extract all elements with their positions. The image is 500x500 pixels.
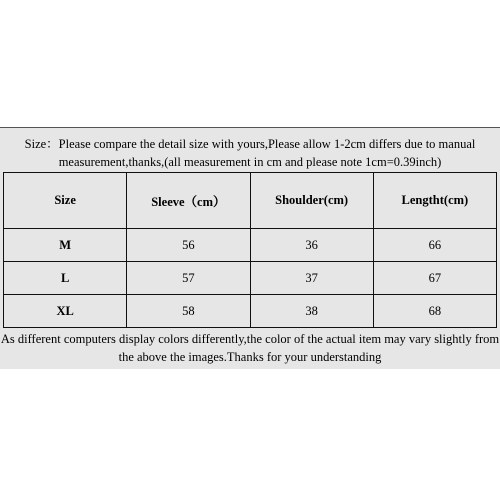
header-length: Lengtht(cm) [373,173,496,229]
size-chart [0,127,500,369]
size-label: M [4,229,127,262]
sleeve-value: 57 [127,262,250,295]
size-table [3,172,497,328]
header-sleeve: Sleeve（cm） [127,173,250,229]
table-row [4,262,497,295]
color-disclaimer: As different computers display colors differently,the color of the actual item may vary slightly from the above the images.Thanks for your understanding [0,332,500,364]
shoulder-value: 37 [250,262,373,295]
sleeve-value: 56 [127,229,250,262]
shoulder-value: 38 [250,295,373,328]
shoulder-value: 36 [250,229,373,262]
sleeve-value: 58 [127,295,250,328]
length-value: 66 [373,229,496,262]
length-value: 68 [373,295,496,328]
header-size: Size [4,173,127,229]
size-note: Size：Please compare the detail size with yours,Please allow 1-2cm differs due to manual measurement,thanks,(all measurement in cm and please note 1cm=0.39inch) [0,127,500,172]
table-row [4,295,497,328]
table-header-row [4,173,497,229]
size-label: XL [4,295,127,328]
size-label: L [4,262,127,295]
length-value: 67 [373,262,496,295]
table-row [4,229,497,262]
header-shoulder: Shoulder(cm) [250,173,373,229]
